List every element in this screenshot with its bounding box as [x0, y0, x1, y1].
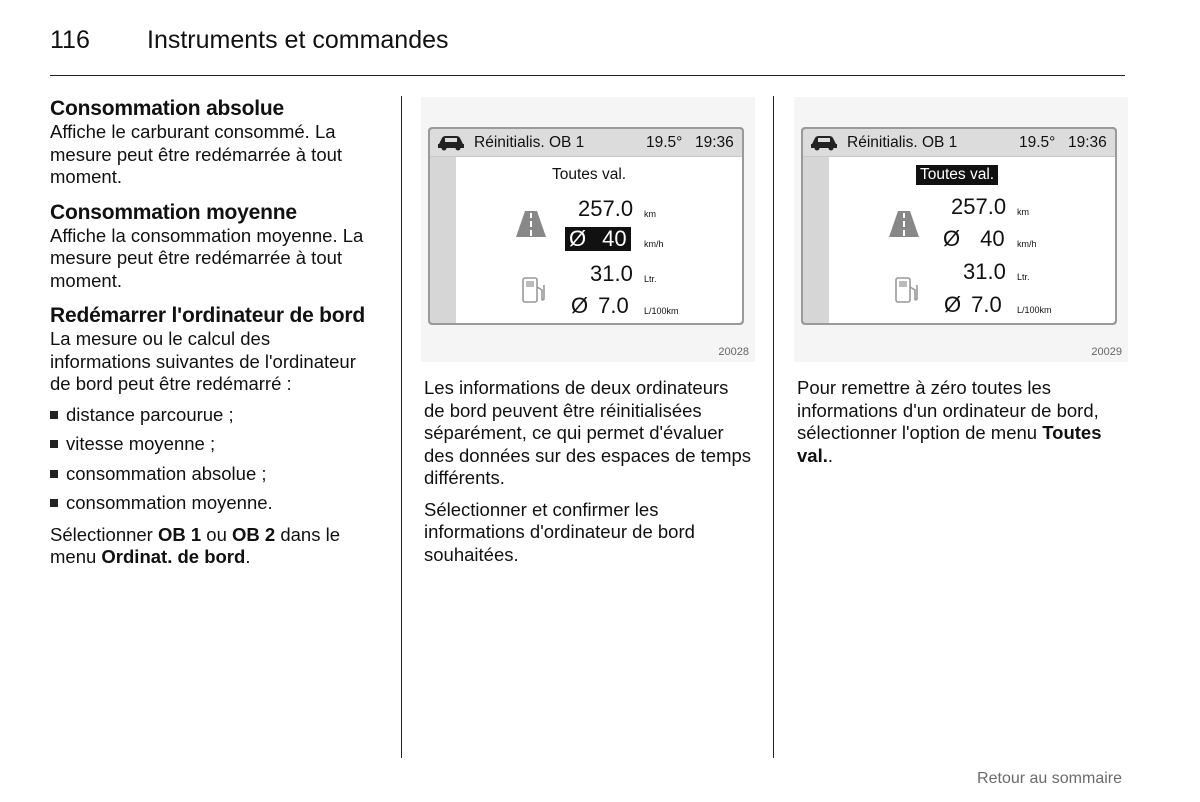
average-consumption-value: 7.0 — [971, 292, 1002, 317]
figure-number: 20028 — [718, 346, 749, 358]
section-absolute-consumption — [50, 97, 375, 189]
menu-item-all-values[interactable]: Toutes val. — [916, 165, 998, 185]
display-screen — [428, 127, 744, 325]
right-column — [797, 377, 1127, 467]
page-number: 116 — [50, 26, 90, 54]
average-symbol: Ø — [571, 293, 589, 318]
average-consumption-row[interactable] — [571, 294, 629, 318]
average-consumption-unit: L/100km — [1017, 305, 1052, 315]
average-symbol: Ø — [569, 226, 587, 251]
bullet-square-icon — [50, 411, 58, 419]
distance-unit: km — [644, 209, 656, 219]
average-consumption-unit: L/100km — [644, 306, 679, 316]
back-to-contents-link[interactable]: Retour au sommaire — [977, 770, 1122, 787]
instruction-text: Sélectionner OB 1 ou OB 2 dans le menu Ordinat. de bord. — [50, 523, 341, 567]
fuel-used-value: 31.0 — [963, 259, 1006, 284]
temperature-readout: 19.5° — [646, 134, 683, 151]
average-speed-row[interactable] — [943, 227, 1005, 251]
average-symbol: Ø — [944, 292, 962, 317]
average-speed-row[interactable] — [565, 227, 631, 251]
section-heading: Redémarrer l'ordinateur de bord — [50, 304, 366, 327]
list-item — [50, 492, 375, 515]
status-bar — [430, 129, 742, 157]
bullet-square-icon — [50, 470, 58, 478]
temperature-readout: 19.5° — [1019, 134, 1056, 151]
section-body: Affiche le carburant consommé. La mesure peut être redémarrée à tout moment. — [50, 121, 343, 187]
average-speed-value: 40 — [602, 226, 627, 251]
average-consumption-value: 7.0 — [598, 293, 629, 318]
average-speed-unit: km/h — [1017, 239, 1037, 249]
average-speed-unit: km/h — [644, 239, 664, 249]
clock-readout: 19:36 — [1068, 134, 1107, 151]
average-speed-value: 40 — [980, 226, 1005, 251]
display-figure-1 — [421, 97, 755, 362]
fuel-pump-icon — [895, 277, 919, 310]
fuel-pump-icon — [522, 277, 546, 310]
car-icon — [436, 133, 466, 156]
fuel-used-unit: Ltr. — [1017, 272, 1030, 282]
middle-column — [424, 377, 754, 566]
page-title: Instruments et commandes — [147, 26, 449, 54]
column-divider — [773, 96, 774, 758]
status-bar — [803, 129, 1115, 157]
column-divider — [401, 96, 402, 758]
road-icon — [889, 211, 919, 242]
section-body: La mesure ou le calcul des informations suivantes de l'ordinateur de bord peut être redémarré : — [50, 328, 356, 394]
status-title: Réinitialis. OB 1 — [847, 134, 958, 151]
menu-item-all-values[interactable]: Toutes val. — [552, 166, 627, 183]
car-icon — [809, 133, 839, 156]
section-heading: Consommation absolue — [50, 97, 285, 120]
display-figure-2 — [794, 97, 1128, 362]
status-title: Réinitialis. OB 1 — [474, 134, 585, 151]
average-symbol: Ø — [943, 226, 961, 251]
bullet-square-icon — [50, 440, 58, 448]
list-item — [50, 404, 375, 427]
distance-value: 257.0 — [578, 196, 634, 221]
list-item-text: distance parcourue ; — [66, 403, 234, 425]
clock-readout: 19:36 — [695, 134, 734, 151]
section-body: Affiche la consommation moyenne. La mesure peut être redémarrée à tout moment. — [50, 224, 364, 291]
reset-items-list — [50, 404, 375, 515]
left-column — [50, 97, 375, 569]
list-item-text: consommation moyenne. — [66, 492, 273, 513]
header-divider — [50, 75, 1125, 76]
paragraph: Sélectionner et confirmer les informations d'ordinateur de bord souhaitées. — [424, 498, 695, 565]
distance-unit: km — [1017, 207, 1029, 217]
average-consumption-row[interactable] — [944, 293, 1002, 317]
paragraph: Les informations de deux ordinateurs de bord peuvent être réinitialisées séparément, ce qui permet d'évaluer des données sur des espaces de temps différents. — [424, 377, 752, 488]
fuel-used-unit: Ltr. — [644, 274, 657, 284]
side-strip — [430, 157, 456, 323]
section-average-consumption — [50, 201, 375, 293]
list-item — [50, 433, 375, 456]
distance-value: 257.0 — [951, 194, 1007, 219]
list-item — [50, 463, 375, 486]
road-icon — [516, 211, 546, 242]
paragraph: Pour remettre à zéro toutes les informations d'un ordinateur de bord, sélectionner l'option de menu Toutes val.. — [797, 377, 1102, 466]
fuel-used-value: 31.0 — [590, 261, 633, 286]
bullet-square-icon — [50, 499, 58, 507]
side-strip — [803, 157, 829, 323]
display-screen — [801, 127, 1117, 325]
list-item-text: vitesse moyenne ; — [66, 433, 216, 454]
figure-number: 20029 — [1091, 346, 1122, 358]
list-item-text: consommation absolue ; — [66, 462, 267, 484]
section-heading: Consommation moyenne — [50, 200, 297, 224]
section-reset-trip-computer — [50, 304, 375, 396]
